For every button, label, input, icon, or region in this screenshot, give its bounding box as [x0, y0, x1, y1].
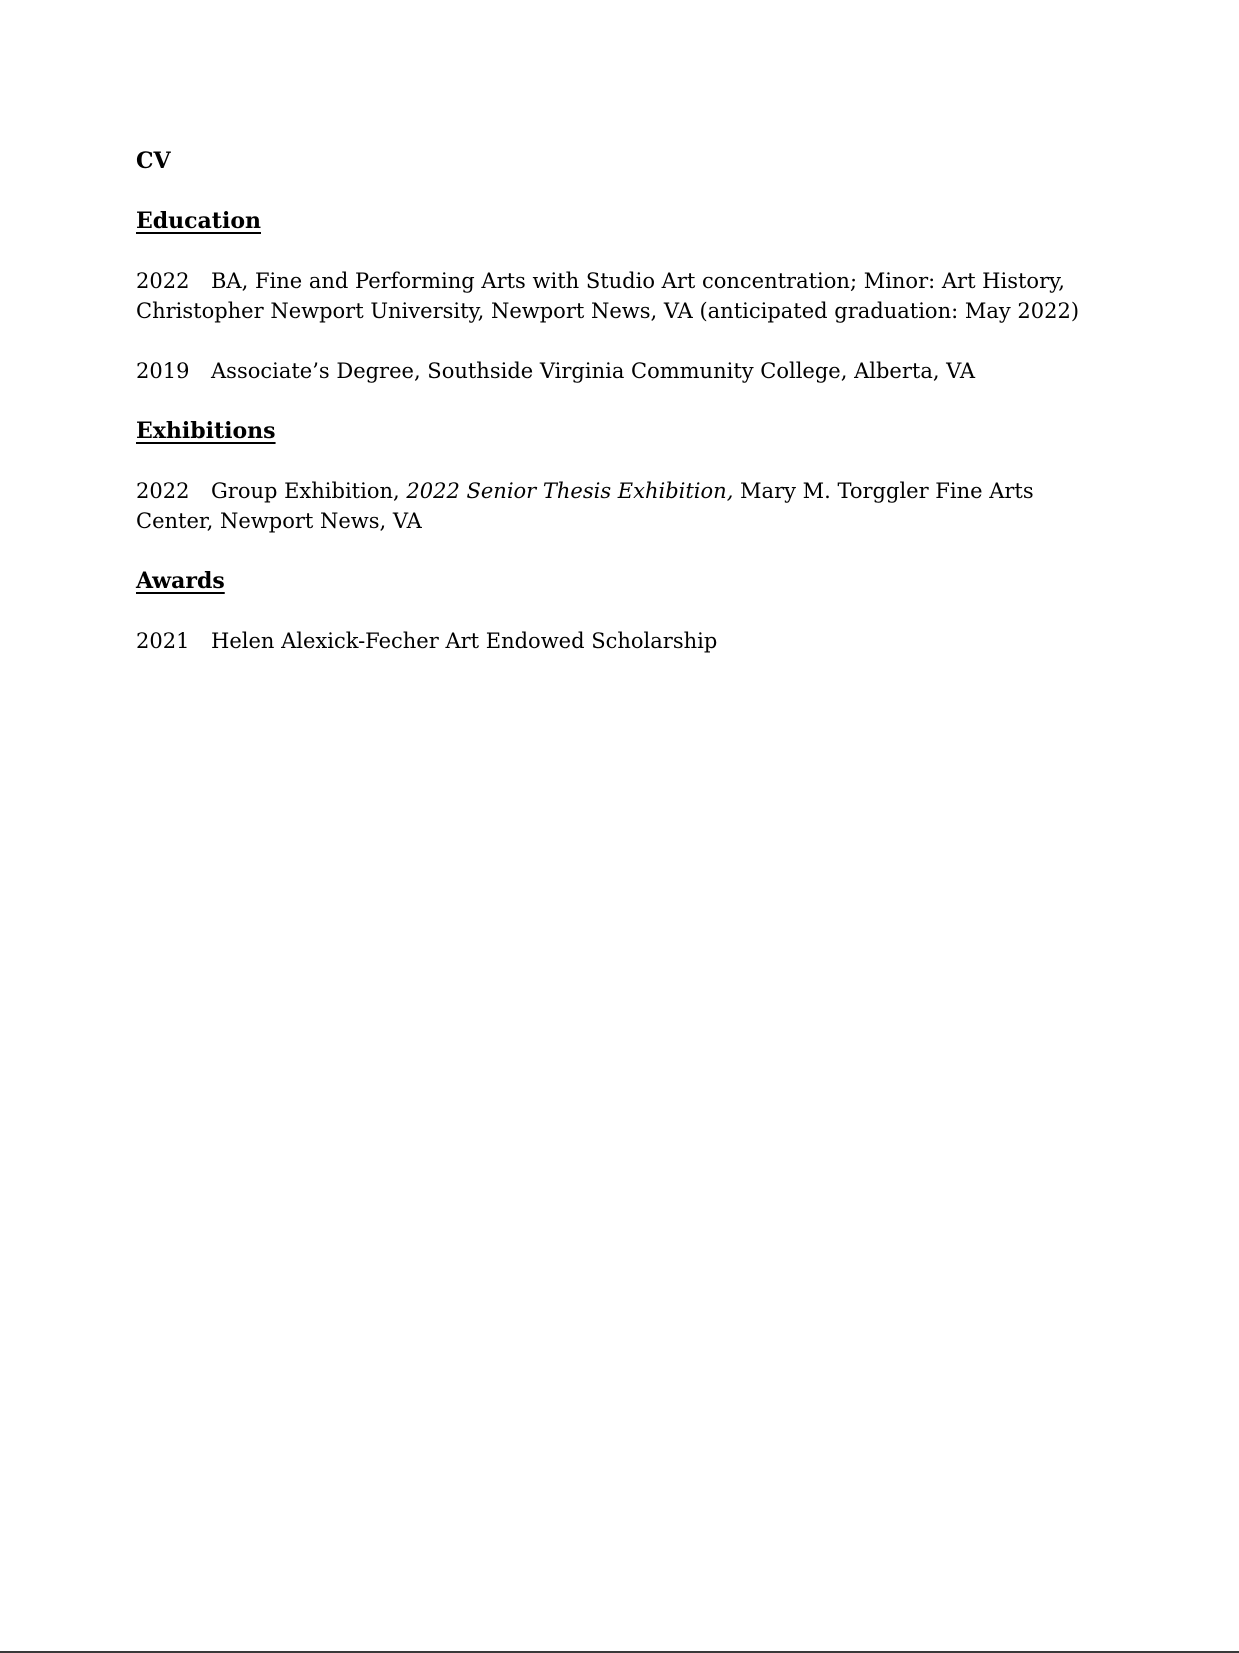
entry-text: Helen Alexick-Fecher Art Endowed Scholarship — [211, 629, 718, 653]
exhibition-entry — [136, 476, 1096, 536]
document-title: CV — [136, 148, 171, 174]
cv-content — [136, 146, 1096, 686]
entry-year: 2022 — [136, 479, 190, 503]
award-entry — [136, 626, 1096, 656]
education-entry — [136, 266, 1096, 326]
entry-text: BA, Fine and Performing Arts with Studio Art concentration; Minor: Art History, Christopher Newport University, Newport News, VA (anticipated graduation: May 2022) — [136, 269, 1080, 323]
entry-year: 2022 — [136, 269, 190, 293]
exhibition-title: 2022 Senior Thesis Exhibition, — [406, 479, 734, 503]
awards-heading: Awards — [136, 568, 225, 594]
entry-year: 2021 — [136, 629, 190, 653]
entry-year: 2019 — [136, 359, 190, 383]
entry-prefix: Group Exhibition, — [211, 479, 407, 503]
education-entry — [136, 356, 1096, 386]
exhibitions-heading: Exhibitions — [136, 418, 276, 444]
entry-text: Associate’s Degree, Southside Virginia Community College, Alberta, VA — [211, 359, 976, 383]
education-heading: Education — [136, 208, 261, 234]
entry-suffix: Mary M. Torggler Fine Arts Center, Newport News, VA — [136, 479, 1034, 533]
